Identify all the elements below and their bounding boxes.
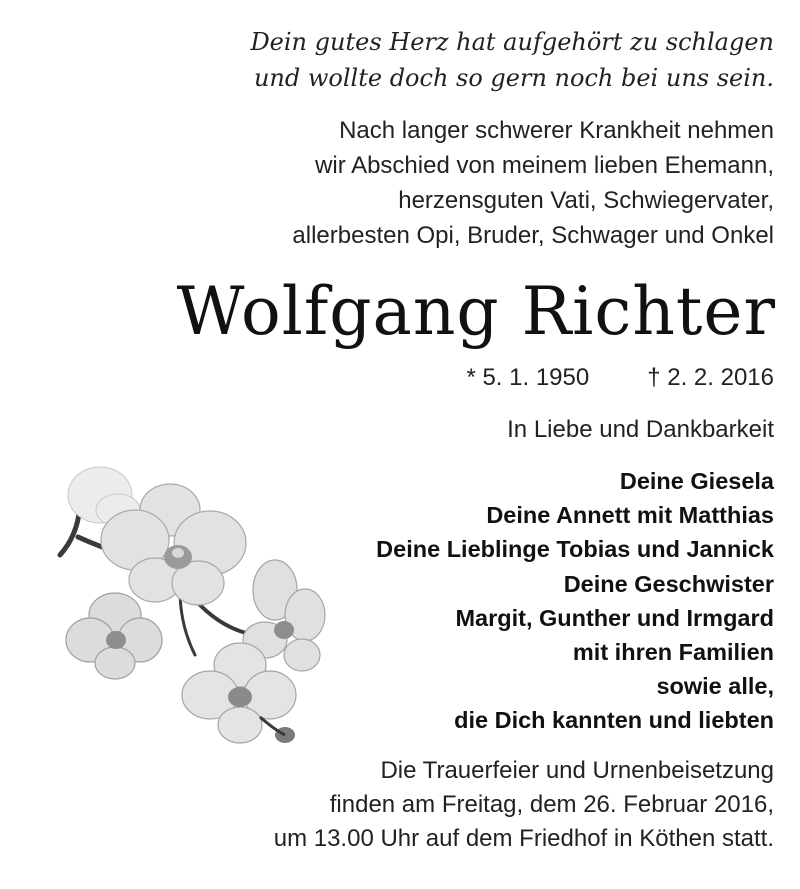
motto-line: Dein gutes Herz hat aufgehört zu schlagen	[250, 28, 774, 56]
thanks-line: In Liebe und Dankbarkeit	[507, 416, 774, 443]
orchid-branch-icon	[30, 455, 340, 755]
deceased-name: Wolfgang Richter	[176, 273, 776, 350]
intro-line: Nach langer schwerer Krankheit nehmen	[339, 117, 774, 144]
intro-text	[292, 113, 774, 253]
mourner-line: Deine Annett mit Matthias	[486, 502, 774, 529]
mourner-line: Margit, Gunther und Irmgard	[455, 604, 774, 631]
mourner-line: Deine Giesela	[619, 468, 774, 494]
funeral-line: finden am Freitag, dem 26. Februar 2016,	[329, 791, 774, 818]
funeral-line: um 13.00 Uhr auf dem Friedhof in Köthen statt.	[273, 825, 774, 852]
funeral-info	[274, 754, 774, 856]
mourner-line: Deine Geschwister	[563, 570, 774, 597]
motto-verse	[250, 24, 774, 96]
life-dates	[466, 363, 774, 393]
mourner-line: sowie alle,	[656, 673, 774, 700]
mourner-line: die Dich kannten und liebten	[454, 707, 774, 734]
mourners-list	[376, 464, 774, 738]
birth-date: * 5. 1. 1950	[466, 364, 590, 391]
death-date: † 2. 2. 2016	[647, 364, 774, 391]
mourner-line: mit ihren Familien	[572, 639, 774, 666]
motto-line: und wollte doch so gern noch bei uns sein.	[253, 64, 774, 92]
mourner-line: Deine Lieblinge Tobias und Jannick	[376, 536, 774, 563]
intro-line: wir Abschied von meinem lieben Ehemann,	[315, 152, 774, 179]
funeral-line: Die Trauerfeier und Urnenbeisetzung	[380, 757, 774, 784]
intro-line: allerbesten Opi, Bruder, Schwager und Onkel	[292, 222, 774, 249]
intro-line: herzensguten Vati, Schwiegervater,	[398, 187, 774, 214]
